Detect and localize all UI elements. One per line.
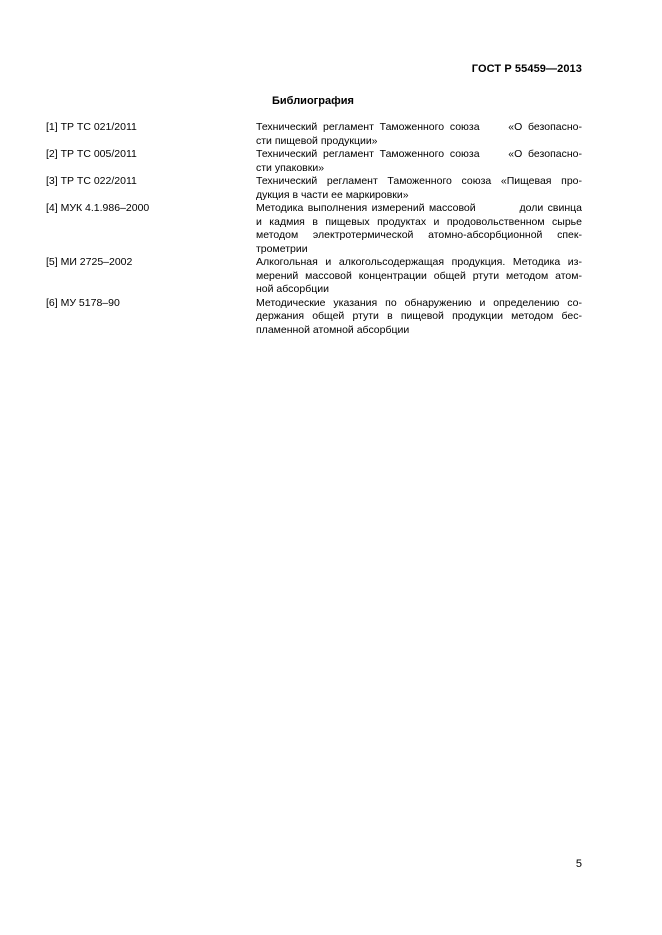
bibliography-description [256,148,582,175]
bibliography-description [256,121,582,148]
bibliography-description [256,256,582,297]
description-line: Методические указания по обнаружению и определению со- [256,296,582,309]
description-line: трометрии [256,242,308,255]
bibliography-description [256,202,582,256]
description-line: мерений массовой концентрации общей ртути методом атом- [256,269,582,282]
bibliography-entry [46,121,582,148]
description-line: Алкогольная и алкогольсодержащая продукция. Методика из- [256,256,582,268]
document-code: ГОСТ Р 55459—2013 [471,63,582,75]
description-line: Технический регламент Таможенного союза «О безопасно- [256,121,582,133]
bibliography-entry [46,175,582,202]
description-line: пламенной атомной абсорбции [256,323,410,336]
description-line: держания общей ртути в пищевой продукции методом бес- [256,310,582,322]
bibliography-entry [46,297,582,338]
description-line: методом электротермической атомно-абсорбционной спек- [256,229,582,241]
bibliography-description [256,175,582,202]
bibliography-entry [46,148,582,175]
bibliography-code: [4] МУК 4.1.986–2000 [46,202,150,214]
bibliography-code: [6] МУ 5178–90 [46,296,120,309]
description-line: Методика выполнения измерений массовой доли свинца [256,202,582,214]
description-line: Технический регламент Таможенного союза «О безопасно- [256,148,582,160]
bibliography-code: [3] ТР ТС 022/2011 [46,175,137,187]
bibliography-description [256,297,582,338]
bibliography-code: [1] ТР ТС 021/2011 [46,121,137,133]
description-line: сти пищевой продукции» [256,134,378,147]
description-line: и кадмия в пищевых продуктах и продовольственном сырье [256,215,582,228]
description-line: сти упаковки» [256,161,325,174]
bibliography-list [46,121,582,337]
bibliography-code: [2] ТР ТС 005/2011 [46,148,137,160]
bibliography-entry [46,202,582,256]
page-number: 5 [575,858,582,870]
description-line: дукция в части ее маркировки» [256,188,409,201]
bibliography-entry [46,256,582,297]
description-line: ной абсорбции [256,283,329,295]
section-title: Библиография [272,95,354,107]
description-line: Технический регламент Таможенного союза «Пищевая про- [256,175,582,187]
bibliography-code: [5] МИ 2725–2002 [46,256,133,268]
